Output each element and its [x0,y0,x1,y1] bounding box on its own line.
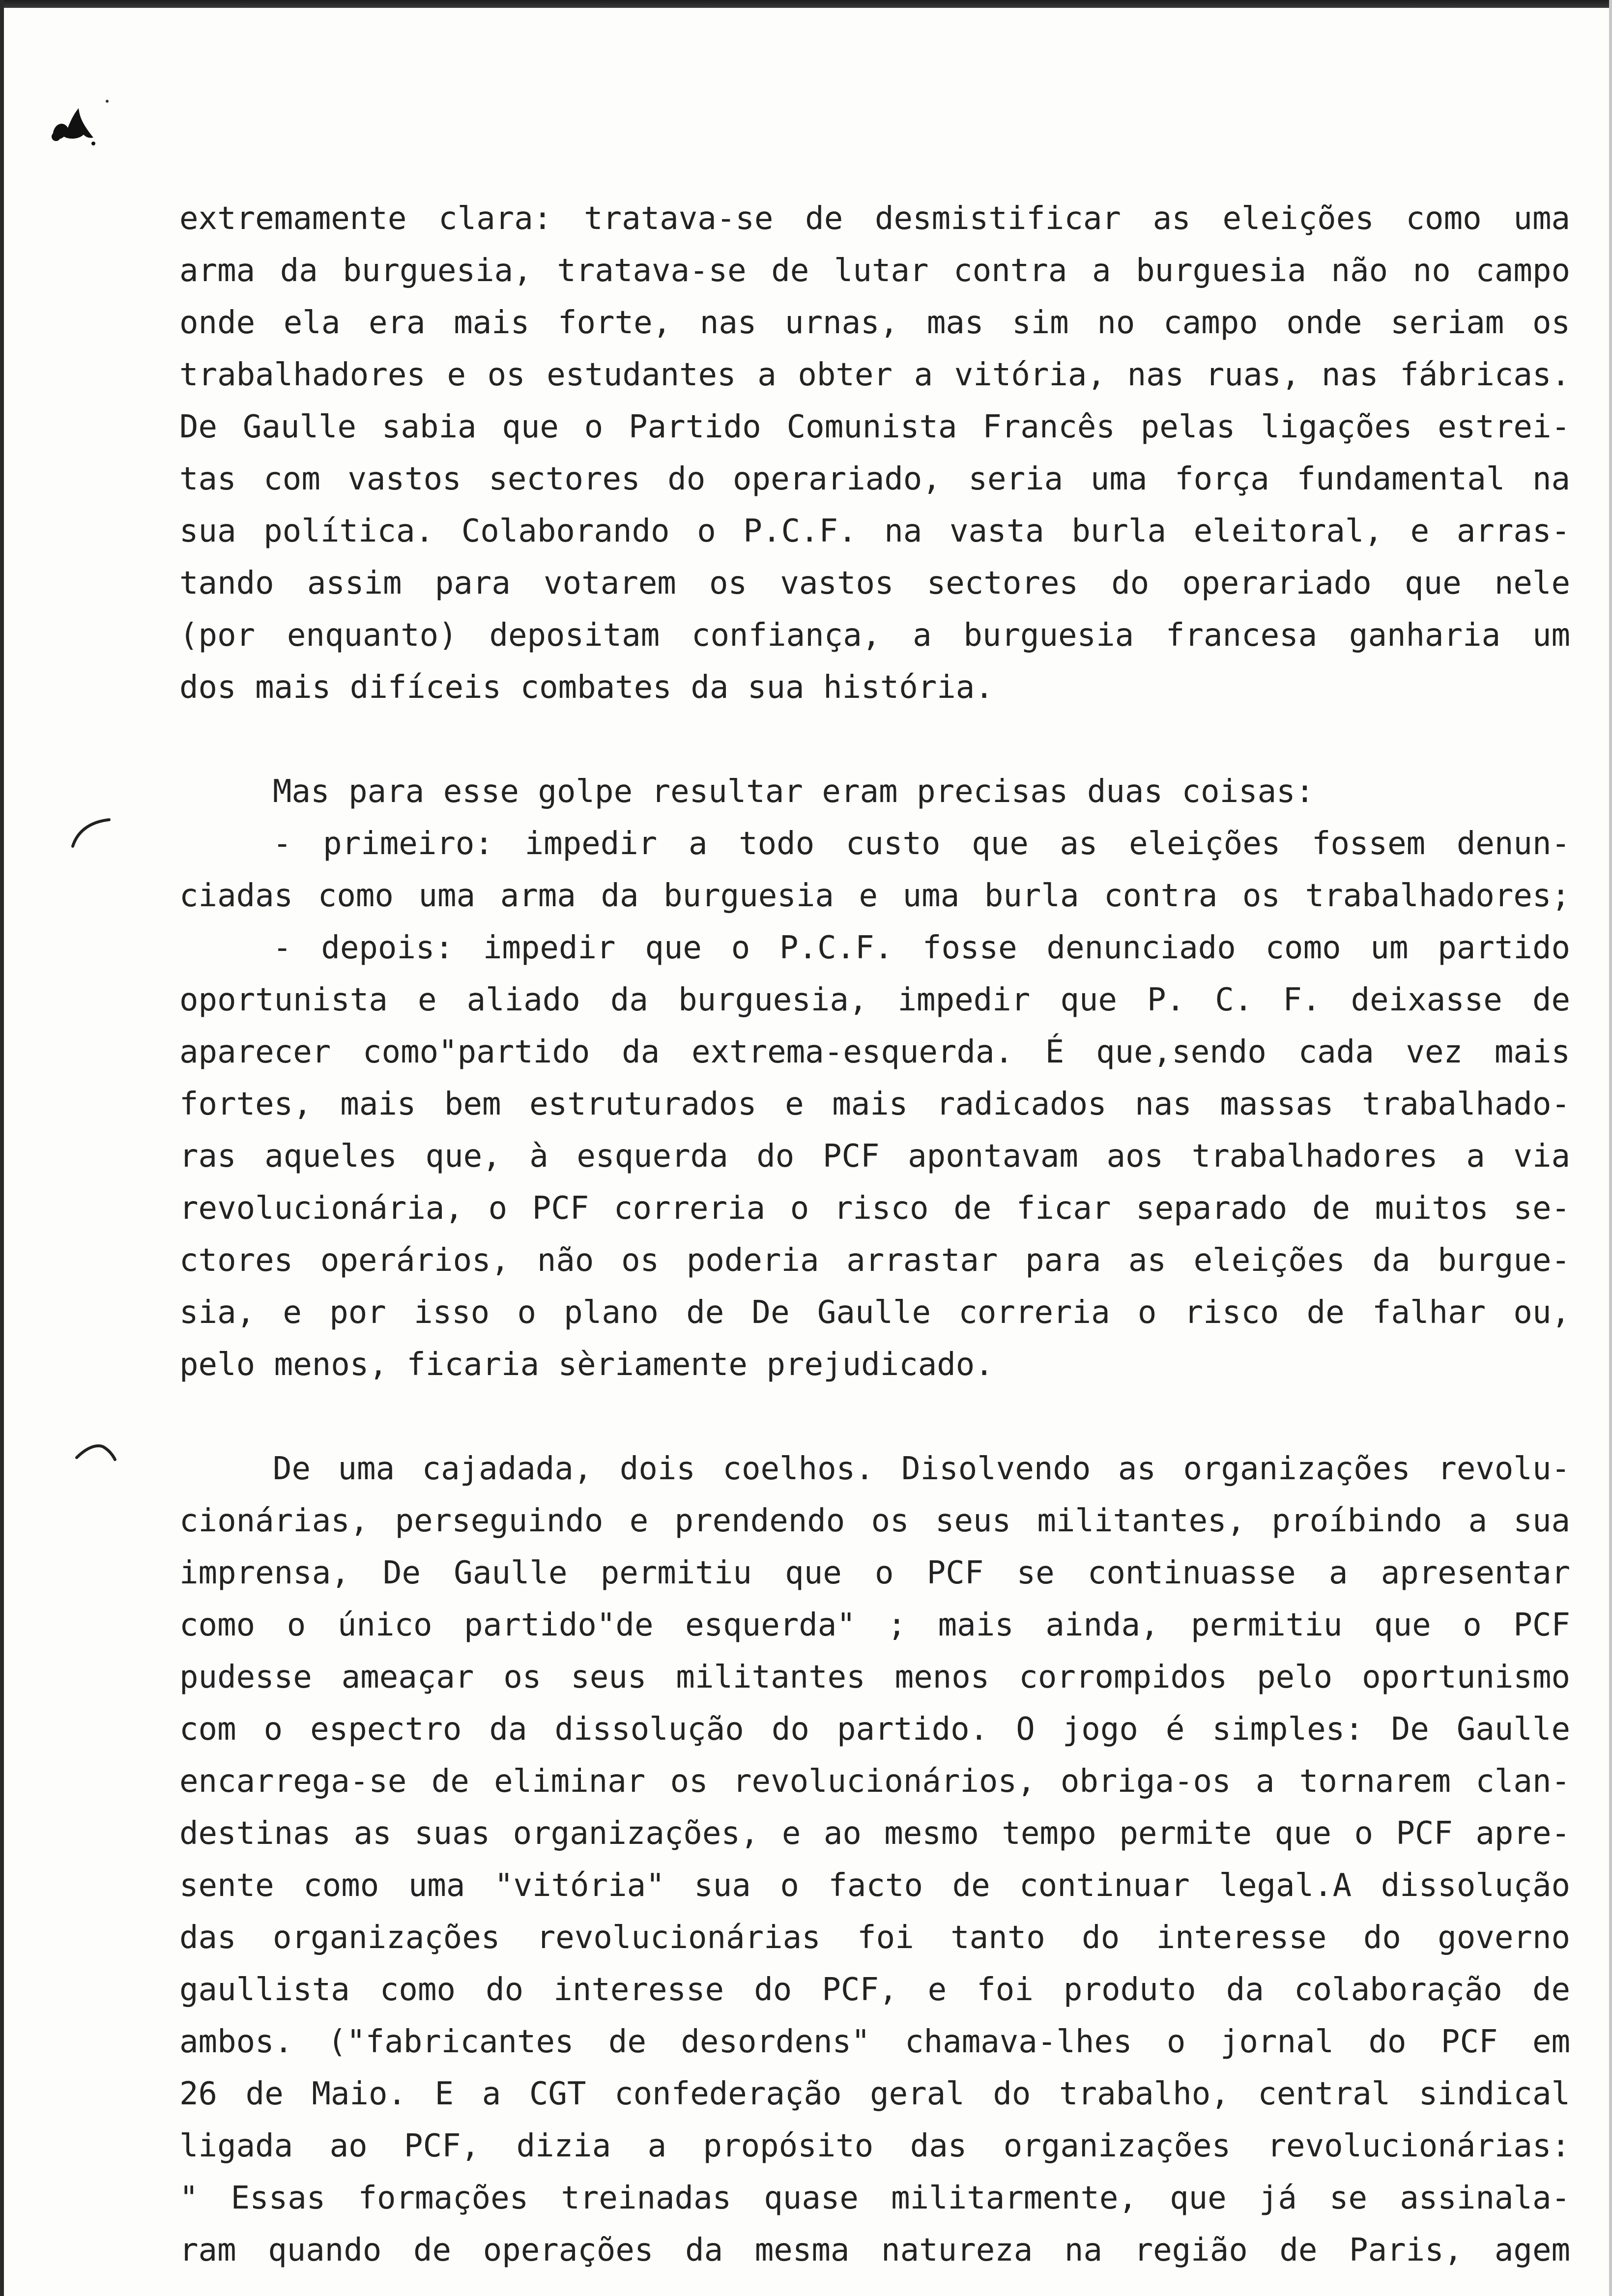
text-line: 26 de Maio. E a CGT confederação geral do trabalho, central sindical [179,2076,1570,2112]
text-line: ambos. ("fabricantes de desordens" chamava-lhes o jornal do PCF em [179,2024,1570,2060]
text-line: extremamente clara: tratava-se de desmistificar as eleições como uma [179,201,1570,237]
text-line: - primeiro: impedir a todo custo que as eleições fossem denun- [273,826,1570,862]
text-line: sua política. Colaborando o P.C.F. na vasta burla eleitoral, e arras- [179,513,1570,549]
typed-text-block [179,193,1570,2276]
text-line: revolucionária, o PCF correria o risco de ficar separado de muitos se- [179,1190,1570,1227]
text-line: encarrega-se de eliminar os revolucionários, obriga-os a tornarem clan- [179,1763,1570,1800]
text-line: com o espectro da dissolução do partido. O jogo é simples: De Gaulle [179,1711,1570,1748]
text-line: ctores operários, não os poderia arrastar para as eleições da burgue- [179,1242,1570,1279]
text-line: trabalhadores e os estudantes a obter a vitória, nas ruas, nas fábricas. [179,357,1570,393]
margin-caret-mark-lower [74,1440,118,1464]
text-line: pelo menos, ficaria sèriamente prejudicado. [179,1347,994,1383]
text-line: dos mais difíceis combates da sua história. [179,669,994,706]
text-line: cionárias, perseguindo e prendendo os seus militantes, proíbindo a sua [179,1503,1570,1539]
text-line: como o único partido"de esquerda" ; mais ainda, permitiu que o PCF [179,1607,1570,1643]
paragraph-gap [179,714,1570,766]
text-line: fortes, mais bem estruturados e mais radicados nas massas trabalhado- [179,1086,1570,1122]
text-line: ram quando de operações da mesma natureza na região de Paris, agem [179,2232,1570,2268]
text-line: pudesse ameaçar os seus militantes menos corrompidos pelo oportunismo [179,1659,1570,1695]
text-line: das organizações revolucionárias foi tanto do interesse do governo [179,1920,1570,1956]
text-line: sia, e por isso o plano de De Gaulle correria o risco de falhar ou, [179,1294,1570,1331]
text-line: gaullista como do interesse do PCF, e foi produto da colaboração de [179,1972,1570,2008]
text-line: (por enquanto) depositam confiança, a burguesia francesa ganharia um [179,617,1570,654]
paragraph [179,193,1570,714]
text-line: " Essas formações treinadas quase militarmente, que já se assinala- [179,2180,1570,2216]
text-line: De uma cajadada, dois coelhos. Disolvendo as organizações revolu- [273,1451,1570,1487]
text-line: tas com vastos sectores do operariado, seria uma força fundamental na [179,461,1570,497]
text-line: ras aqueles que, à esquerda do PCF apontavam aos trabalhadores a via [179,1138,1570,1175]
paragraph [179,1443,1570,2276]
right-edge-shadow [1609,0,1612,2296]
paragraph-gap [179,1391,1570,1443]
text-line: ciadas como uma arma da burguesia e uma burla contra os trabalhadores; [179,878,1570,914]
paragraph [179,766,1570,1391]
text-line: arma da burguesia, tratava-se de lutar contra a burguesia não no campo [179,253,1570,289]
text-line: - depois: impedir que o P.C.F. fosse denunciado como um partido [273,930,1570,966]
text-line: destinas as suas organizações, e ao mesmo tempo permite que o PCF apre- [179,1815,1570,1852]
text-line: De Gaulle sabia que o Partido Comunista Francês pelas ligações estrei- [179,409,1570,445]
left-edge-shadow [0,0,4,2296]
text-line: ligada ao PCF, dizia a propósito das organizações revolucionárias: [179,2128,1570,2164]
text-line: aparecer como"partido da extrema-esquerda. É que,sendo cada vez mais [179,1034,1570,1070]
text-line: tando assim para votarem os vastos sectores do operariado que nele [179,565,1570,602]
margin-arc-mark-upper [69,816,113,850]
text-line: imprensa, De Gaulle permitiu que o PCF se continuasse a apresentar [179,1555,1570,1591]
text-line: Mas para esse golpe resultar eram precisas duas coisas: [273,774,1315,810]
top-edge-rule [0,0,1612,8]
text-line: sente como uma "vitória" sua o facto de continuar legal.A dissolução [179,1867,1570,1904]
text-line: oportunista e aliado da burguesia, impedir que P. C. F. deixasse de [179,982,1570,1018]
ink-blot-mark [44,98,118,152]
text-line: onde ela era mais forte, nas urnas, mas sim no campo onde seriam os [179,305,1570,341]
